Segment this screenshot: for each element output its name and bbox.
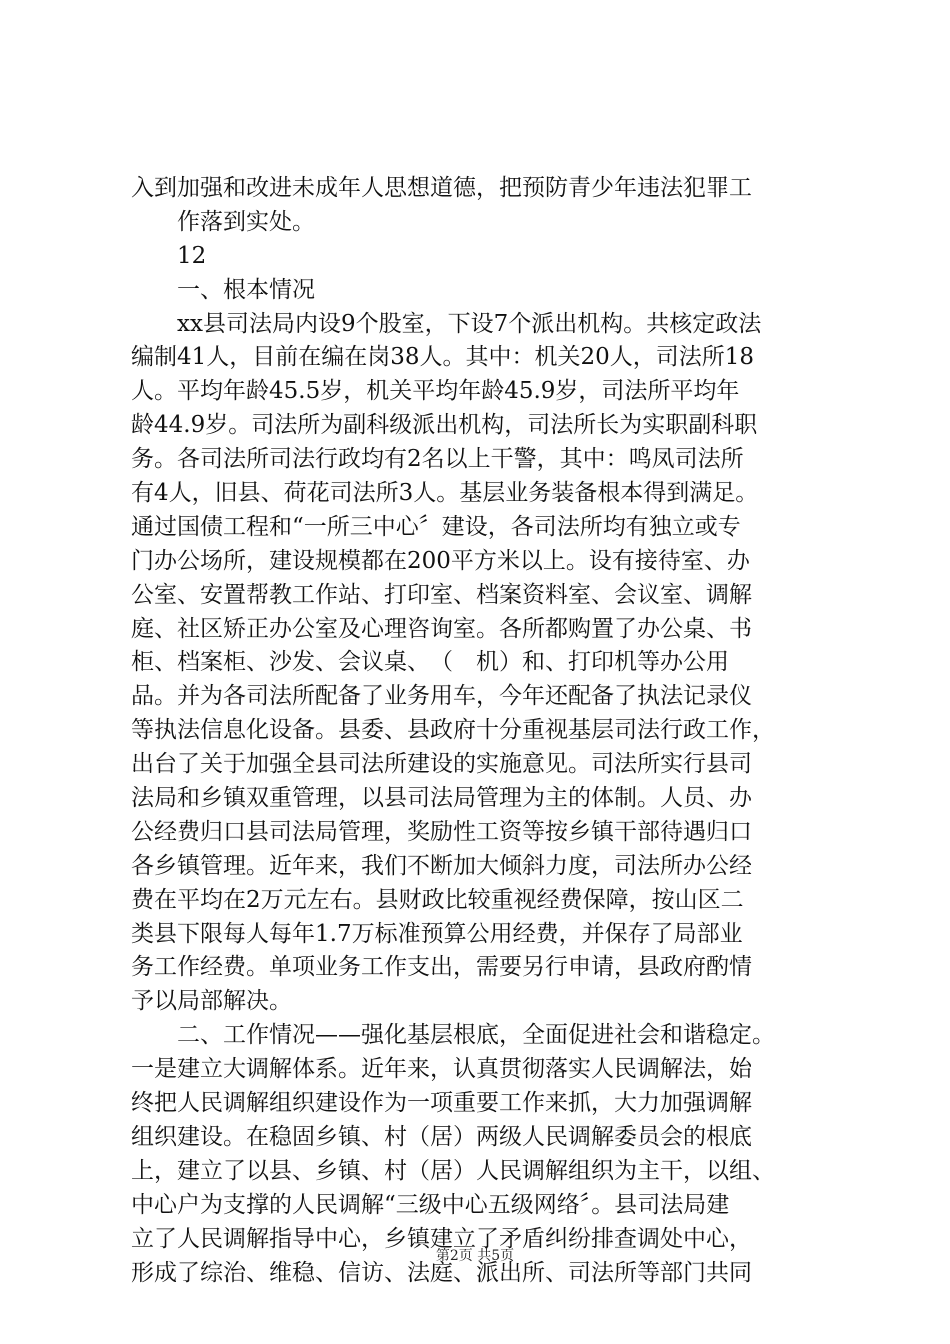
text-line: 法局和乡镇双重管理，以县司法局管理为主的体制。人员、办 [131, 785, 752, 812]
text-line: 组织建设。在稳固乡镇、村（居）两级人民调解委员会的根底 [131, 1123, 752, 1150]
document-body [131, 172, 831, 1290]
text-line: 务工作经费。单项业务工作支出，需要另行申请，县政府酌情 [131, 954, 752, 981]
text-line: 等执法信息化设备。县委、县政府十分重视基层司法行政工作， [131, 717, 775, 744]
text-line: 类县下限每人每年1.7万标准预算公用经费，并保存了局部业 [131, 920, 743, 947]
text-line: xx县司法局内设9个股室，下设7个派出机构。共核定政法 [177, 310, 762, 337]
page-footer [0, 1245, 950, 1265]
section-heading: 一、根本情况 [177, 276, 315, 303]
text-line: 费在平均在2万元左右。县财政比较重视经费保障，按山区二 [131, 886, 744, 913]
text-line: 立了人民调解指导中心，乡镇建立了矛盾纠纷排查调处中心， [131, 1225, 752, 1252]
text-line: 庭、社区矫正办公室及心理咨询室。各所都购置了办公桌、书 [131, 615, 752, 642]
text-line: 形成了综治、维稳、信访、法庭、派出所、司法所等部门共同 [131, 1259, 752, 1286]
page-number: 第2页 共5页 [435, 1248, 515, 1264]
text-line: 有4人，旧县、荷花司法所3人。基层业务装备根本得到满足。 [131, 480, 759, 507]
text-line: 务。各司法所司法行政均有2名以上干警，其中：鸣凤司法所 [131, 446, 744, 473]
text-line: 中心户为支撑的人民调解“三级中心五级网络〞。县司法局建 [131, 1191, 730, 1218]
text-line: 品。并为各司法所配备了业务用车，今年还配备了执法记录仪 [131, 683, 752, 710]
text-line: 上，建立了以县、乡镇、村（居）人民调解组织为主干，以组、 [131, 1157, 775, 1184]
text-line: 门办公场所，建设规模都在200平方米以上。设有接待室、办 [131, 547, 750, 574]
text-line: 终把人民调解组织建设作为一项重要工作来抓，大力加强调解 [131, 1090, 752, 1117]
text-line: 通过国债工程和“一所三中心〞建设，各司法所均有独立或专 [131, 513, 741, 540]
text-line: 各乡镇管理。近年来，我们不断加大倾斜力度，司法所办公经 [131, 852, 752, 879]
text-line: 公经费归口县司法局管理，奖励性工资等按乡镇干部待遇归口 [131, 818, 752, 845]
text-line: 龄44.9岁。司法所为副科级派出机构，司法所长为实职副科职 [131, 412, 758, 439]
section-heading: 二、工作情况——强化基层根底，全面促进社会和谐稳定。 [177, 1022, 775, 1049]
text-line: 柜、档案柜、沙发、会议桌、 （ 机）和、打印机等办公用 [131, 649, 729, 676]
text-line: 作落到实处。 [177, 208, 315, 235]
text-line: 人。平均年龄45.5岁，机关平均年龄45.9岁，司法所平均年 [131, 378, 740, 405]
text-line: 编制41人，目前在编在岗38人。其中：机关20人，司法所18 [131, 344, 755, 371]
text-line: 入到加强和改进未成年人思想道德，把预防青少年违法犯罪工 [131, 175, 752, 201]
text-line: 出台了关于加强全县司法所建设的实施意见。司法所实行县司 [131, 751, 752, 778]
text-line: 公室、安置帮教工作站、打印室、档案资料室、会议室、调解 [131, 581, 752, 608]
text-line: 予以局部解决。 [131, 988, 292, 1015]
text-line: 一是建立大调解体系。近年来，认真贯彻落实人民调解法，始 [131, 1056, 752, 1083]
text-line: 12 [177, 242, 207, 269]
